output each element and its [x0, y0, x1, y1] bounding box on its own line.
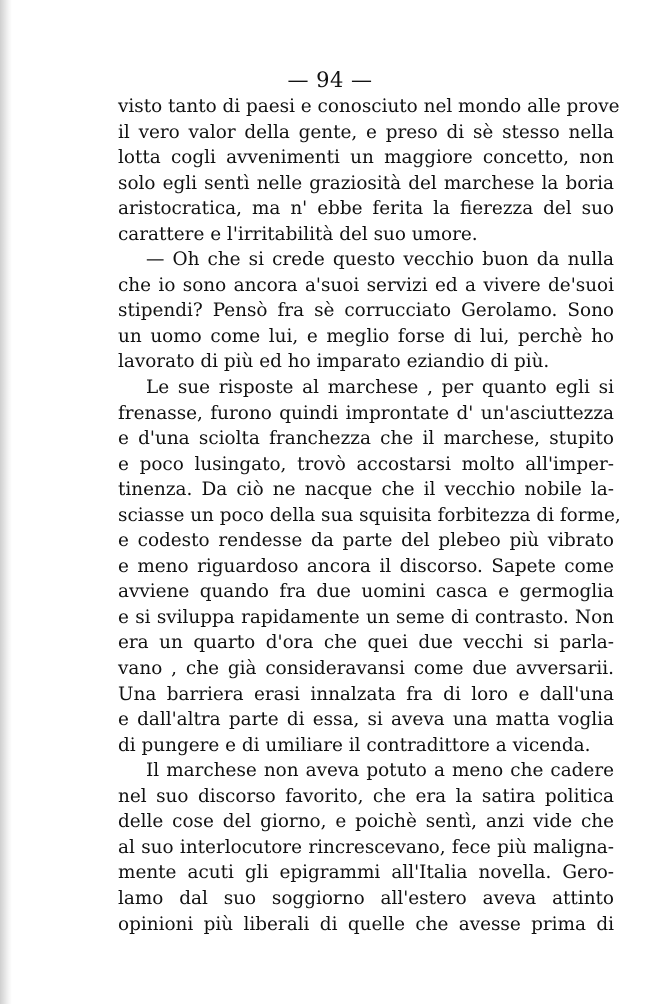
text-line: mente acuti gli epigrammi all'Italia novella. Gero-: [118, 862, 614, 884]
text-line: visto tanto di paesi e conosciuto nel mondo alle prove: [118, 96, 620, 117]
text-line: lamo dal suo soggiorno all'estero aveva attinto: [118, 887, 614, 909]
text-line: vano , che già consideravansi come due avversarii.: [118, 658, 614, 680]
text-line: Le sue risposte al marchese , per quanto egli si: [146, 377, 614, 399]
text-line: nel suo discorso favorito, che era la satira politica: [118, 785, 614, 807]
text-line: Una barriera erasi innalzata fra di loro e dall'una: [118, 683, 614, 705]
text-line: che io sono ancora a'suoi servizi ed a vivere de'suoi: [118, 274, 614, 296]
text-line: Il marchese non aveva potuto a meno che cadere: [146, 760, 614, 782]
text-line: lotta cogli avvenimenti un maggiore concetto, non: [118, 147, 614, 169]
text-line: sciasse un poco della sua squisita forbitezza di forme,: [118, 504, 621, 526]
text-line: lavorato di più ed ho imparato eziandio di più.: [118, 351, 550, 373]
text-line: un uomo come lui, e meglio forse di lui, perchè ho: [118, 325, 614, 347]
text-line: era un quarto d'ora che quei due vecchi si parla-: [118, 632, 614, 654]
text-line: avviene quando fra due uomini casca e germoglia: [118, 581, 614, 603]
text-line: e meno riguardoso ancora il discorso. Sapete come: [118, 555, 614, 577]
text-line: opinioni più liberali di quelle che avesse prima di: [118, 913, 614, 935]
text-line: e si sviluppa rapidamente un seme di contrasto. Non: [118, 606, 614, 628]
body-text: [118, 94, 621, 937]
text-line: il vero valor della gente, e preso di sè stesso nella: [118, 121, 614, 143]
text-line: di pungere e di umiliare il contradittore a vicenda.: [118, 734, 591, 756]
text-line: stipendi? Pensò fra sè corrucciato Gerolamo. Sono: [118, 300, 614, 322]
text-line: tinenza. Da ciò ne nacque che il vecchio nobile la-: [118, 479, 614, 501]
text-line: al suo interlocutore rincrescevano, fece più maligna-: [118, 836, 614, 858]
text-line: aristocratica, ma n' ebbe ferita la fierezza del suo: [118, 198, 614, 220]
text-line: solo egli sentì nelle graziosità del marchese la boria: [118, 172, 614, 194]
text-line: delle cose del giorno, e poichè sentì, anzi vide che: [118, 811, 614, 833]
text-line: — Oh che si crede questo vecchio buon da nulla: [146, 249, 614, 271]
page-gutter-shadow: [0, 0, 12, 1004]
text-line: frenasse, furono quindi improntate d' un'asciuttezza: [118, 402, 614, 424]
text-line: e dall'altra parte di essa, si aveva una matta voglia: [118, 709, 614, 731]
page-number: — 94 —: [287, 68, 373, 92]
text-line: carattere e l'irritabilità del suo umore.: [118, 223, 478, 245]
text-line: e codesto rendesse da parte del plebeo più vibrato: [118, 530, 614, 552]
text-line: e d'una sciolta franchezza che il marchese, stupito: [118, 428, 614, 450]
text-line: e poco lusingato, trovò accostarsi molto all'imper-: [118, 453, 614, 475]
